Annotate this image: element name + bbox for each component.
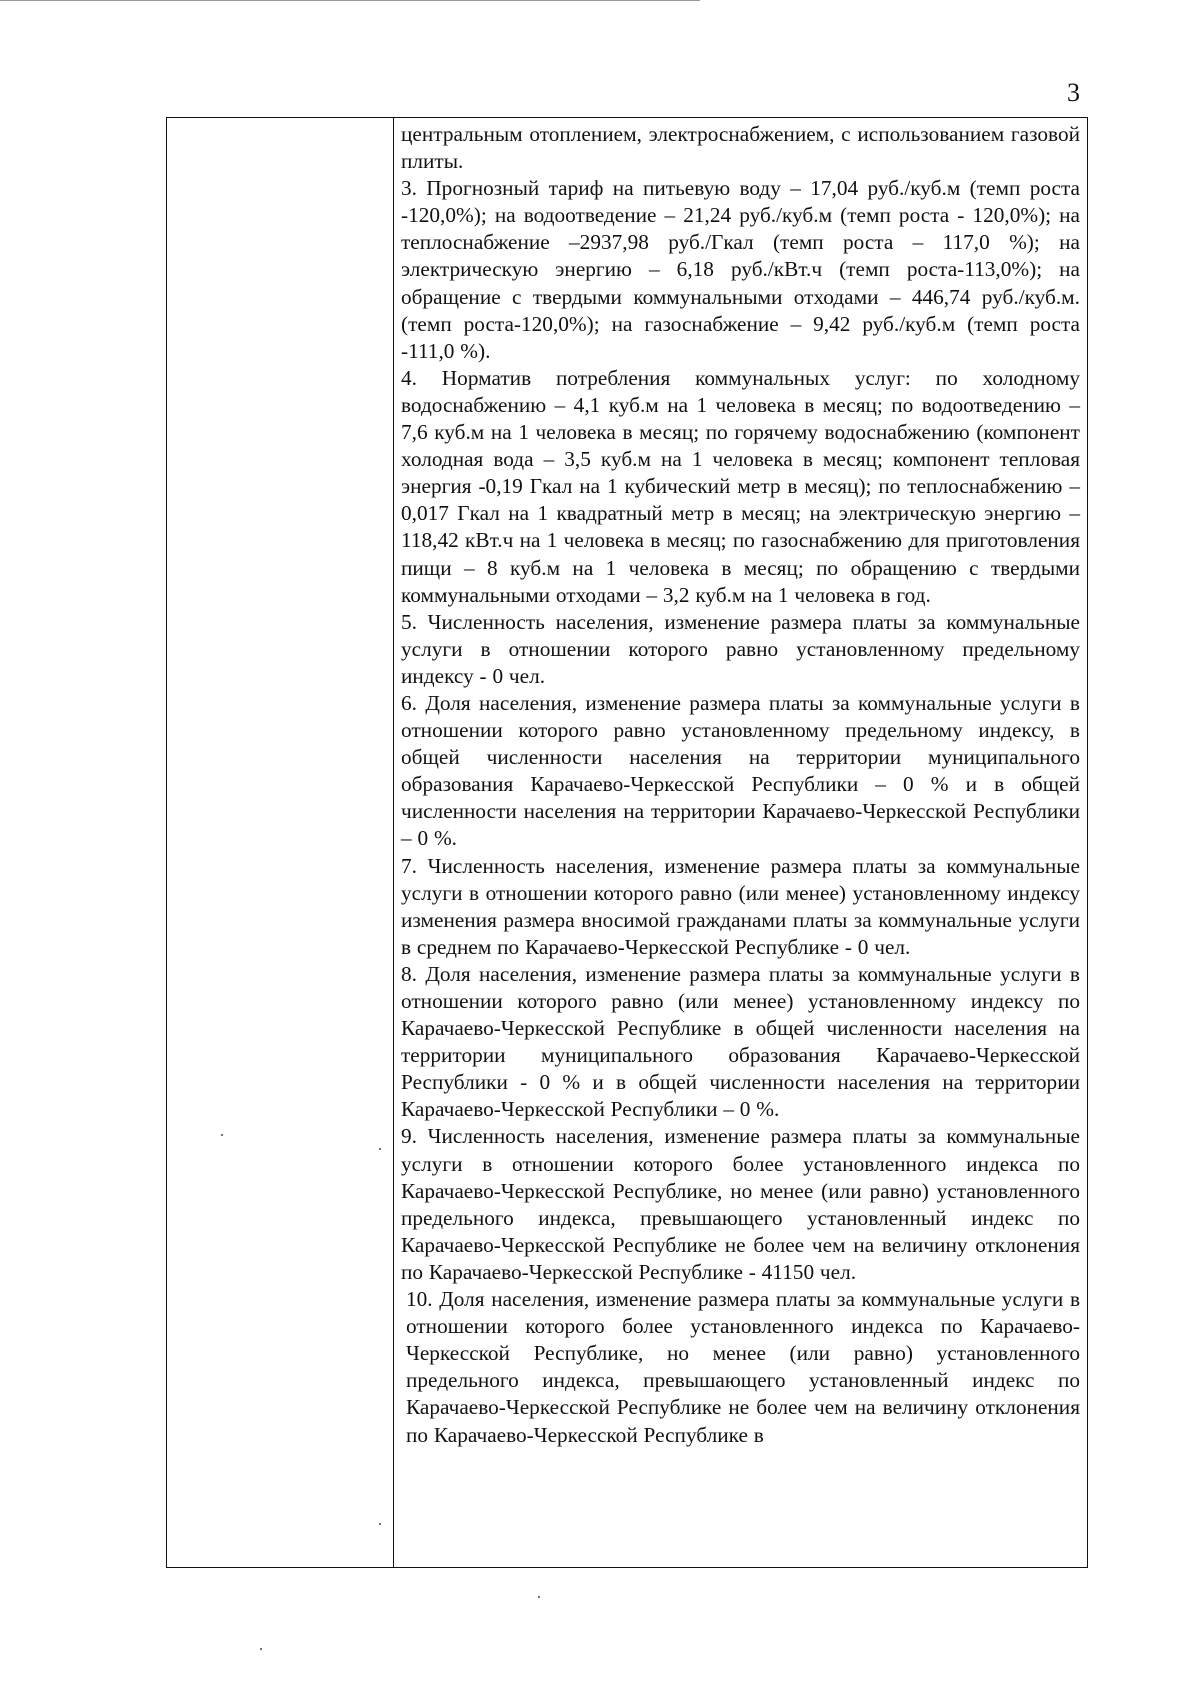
scan-speck: [260, 1648, 262, 1650]
page-number: 3: [1067, 78, 1080, 107]
paragraph-item-9: 9. Численность населения, изменение размера платы за коммунальные услуги в отношении которого более установленного индекса по Карачаево-Черкесской Республике, но менее (или равно) установленного предельного индекса, превышающего установленный индекс по Карачаево-Черкесской Республике не более чем на величину отклонения по Карачаево-Черкесской Республике - 41150 чел.: [401, 1124, 1080, 1284]
paragraph-item-8: 8. Доля населения, изменение размера платы за коммунальные услуги в отношении которого равно (или менее) установленному индексу по Карачаево-Черкесской Республике в общей численности населения на территории муниципального образования Карачаево-Черкесской Республики - 0 % и в общей численности населения на территории Карачаево-Черкесской Республики – 0 %.: [401, 961, 1080, 1122]
paragraph-item-7: 7. Численность населения, изменение размера платы за коммунальные услуги в отношении которого равно (или менее) установленному индексу изменения размера вносимой гражданами платы за коммунальные услуги в среднем по Карачаево-Черкесской Республике - 0 чел.: [401, 853, 1080, 959]
table-right-column: [394, 118, 1087, 1567]
top-scan-rule: [0, 0, 700, 1]
paragraph-item-3: 3. Прогнозный тариф на питьевую воду – 17,04 руб./куб.м (темп роста -120,0%); на водоотведение – 21,24 руб./куб.м (темп роста - 120,0%); на теплоснабжение –2937,98 руб./Гкал (темп роста – 117,0 %); на электрическую энергию – 6,18 руб./кВт.ч (темп роста-113,0%); на обращение с твердыми коммунальными отходами – 446,74 руб./куб.м. (темп роста-120,0%); на газоснабжение – 9,42 руб./куб.м (темп роста -111,0 %).: [401, 176, 1080, 363]
scan-speck: [221, 1134, 223, 1136]
scan-speck: [538, 1596, 540, 1598]
scan-speck: [379, 1148, 381, 1150]
table-left-column: [167, 118, 394, 1567]
paragraph-item-6: 6. Доля населения, изменение размера платы за коммунальные услуги в отношении которого равно установленному предельному индексу, в общей численности населения на территории муниципального образования Карачаево-Черкесской Республики – 0 % и в общей численности населения на территории Карачаево-Черкесской Республики – 0 %.: [401, 690, 1080, 851]
paragraph-item-5: 5. Численность населения, изменение размера платы за коммунальные услуги в отношении которого равно установленному предельному индексу - 0 чел.: [401, 609, 1080, 688]
document-table: [166, 117, 1088, 1568]
paragraph-item-4: 4. Норматив потребления коммунальных услуг: по холодному водоснабжению – 4,1 куб.м на 1 человека в месяц; по водоотведению – 7,6 куб.м на 1 человека в месяц; по горячему водоснабжению (компонент холодная вода – 3,5 куб.м на 1 человека в месяц; компонент тепловая энергия -0,19 Гкал на 1 кубический метр в месяц); по теплоснабжению – 0,017 Гкал на 1 квадратный метр в месяц; на электрическую энергию – 118,42 кВт.ч на 1 человека в месяц; по газоснабжению для приготовления пищи – 8 куб.м на 1 человека в месяц; по обращению с твердыми коммунальными отходами – 3,2 куб.м на 1 человека в год.: [401, 365, 1080, 607]
paragraph-item-10: 10. Доля населения, изменение размера платы за коммунальные услуги в отношении которого более установленного индекса по Карачаево-Черкесской Республике, но менее (или равно) установленного предельного индекса, превышающего установленный индекс по Карачаево-Черкесской Республике не более чем на величину отклонения по Карачаево-Черкесской Республике в: [406, 1287, 1080, 1447]
scan-speck: [379, 1523, 381, 1525]
paragraph-continuation: центральным отоплением, электроснабжением, с использованием газовой плиты.: [401, 122, 1080, 174]
